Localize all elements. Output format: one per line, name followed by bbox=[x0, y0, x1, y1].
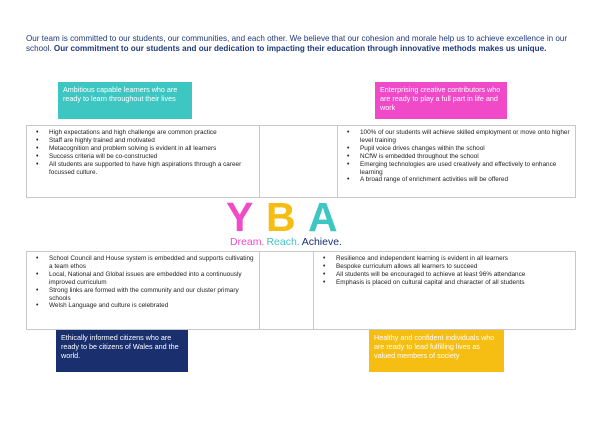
top-table bbox=[26, 125, 576, 198]
ambitious-list bbox=[27, 126, 259, 176]
ethical-cell bbox=[27, 252, 260, 329]
healthy-list bbox=[314, 252, 575, 287]
intro-text: Our team is committed to our students, our communities, and each other. We believe that our cohesion and morale help us to achieve excellence in our school. bbox=[26, 34, 568, 54]
list-item: • Welsh Language and culture is celebrated bbox=[49, 302, 255, 310]
ambitious-cell bbox=[27, 126, 260, 197]
list-item: • Emerging technologies are used creatively and effectively to enhance learning bbox=[360, 161, 571, 177]
list-item: • All students will be encouraged to achieve at least 96% attendance bbox=[336, 271, 571, 279]
list-item: • Resilience and independent learning is evident in all learners bbox=[336, 255, 571, 263]
logo-letter-b: B bbox=[266, 194, 296, 240]
tagline-dream: Dream. bbox=[230, 236, 265, 248]
healthy-purpose-box: Healthy and confident individuals who are ready to lead fulfilling lives as valued members of society bbox=[369, 330, 504, 372]
intro-bold-text: Our commitment to our students and our dedication to impacting their education through innovative methods makes us unique. bbox=[53, 44, 547, 54]
enterprising-list bbox=[338, 126, 575, 184]
list-item: • Bespoke curriculum allows all learners to succeed bbox=[336, 263, 571, 271]
healthy-cell bbox=[314, 252, 575, 329]
list-item: • Success criteria will be co-constructed bbox=[49, 153, 255, 161]
list-item: • NCfW is embedded throughout the school bbox=[360, 153, 571, 161]
enterprising-cell bbox=[338, 126, 575, 197]
bottom-table bbox=[26, 251, 576, 330]
logo-letter-y: Y bbox=[226, 194, 254, 240]
list-item: • Emphasis is placed on cultural capital and character of all students bbox=[336, 279, 571, 287]
logo-letter-a: A bbox=[308, 194, 338, 240]
list-item: • Local, National and Global issues are embedded into a continuously improved curriculum bbox=[49, 271, 255, 287]
spacer-cell bbox=[260, 252, 314, 329]
logo-tagline bbox=[222, 236, 352, 248]
ambitious-purpose-box: Ambitious capable learners who are ready to learn throughout their lives bbox=[58, 82, 192, 119]
spacer-cell bbox=[260, 126, 338, 197]
tagline-reach: Reach. bbox=[266, 236, 300, 248]
tagline-achieve: Achieve. bbox=[301, 236, 342, 248]
yba-logo bbox=[222, 194, 352, 254]
list-item: • Staff are highly trained and motivated bbox=[49, 137, 255, 145]
enterprising-purpose-box: Enterprising creative contributors who are ready to play a full part in life and work bbox=[375, 82, 507, 119]
list-item: • Metacognition and problem solving is evident in all learners bbox=[49, 145, 255, 153]
list-item: • Strong links are formed with the community and our cluster primary schools bbox=[49, 287, 255, 303]
list-item: • A broad range of enrichment activities will be offered bbox=[360, 176, 571, 184]
list-item: • School Council and House system is embedded and supports cultivating a team ethos bbox=[49, 255, 255, 271]
list-item: • Pupil voice drives changes within the school bbox=[360, 145, 571, 153]
intro-paragraph bbox=[26, 34, 576, 54]
logo-letters bbox=[222, 196, 352, 238]
list-item: • 100% of our students will achieve skilled employment or move onto higher level training bbox=[360, 129, 571, 145]
list-item: • All students are supported to have high aspirations through a career focussed culture. bbox=[49, 161, 255, 177]
ethical-purpose-box: Ethically informed citizens who are ready to be citizens of Wales and the world. bbox=[56, 330, 188, 372]
list-item: • High expectations and high challenge are common practice bbox=[49, 129, 255, 137]
ethical-list bbox=[27, 252, 259, 310]
